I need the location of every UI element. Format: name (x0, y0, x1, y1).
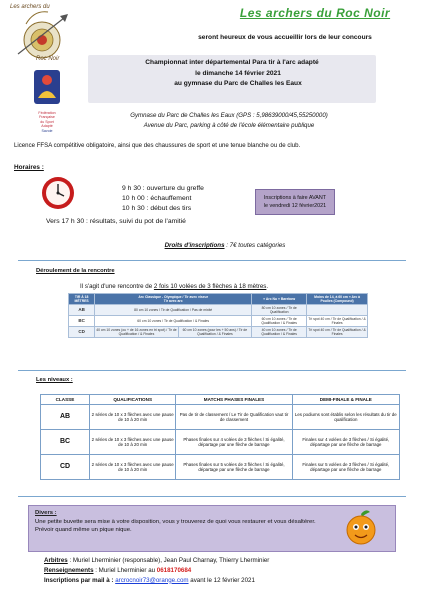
tagline: seront heureux de vous accueillir lors de leur concours (198, 34, 372, 41)
event-title: Championnat inter départemental Para tir à l'arc adapté (145, 59, 319, 66)
divers-line2: Prévoir quand même un pique nique. (35, 527, 132, 533)
divers-box (28, 505, 396, 552)
phone-link[interactable]: 0618170684 (156, 566, 192, 574)
table-row: AB 80 cm 10 zones / Tir de Qualification / Pas de mixité 80 cm 10 zones / Tir de Qualification (69, 305, 368, 316)
inscriptions-line: Inscriptions par mail à : arcrocnoir73@orange.com avant le 12 février 2021 (44, 576, 255, 584)
schedule-item: 9 h 30 : ouverture du greffe (122, 185, 204, 192)
ffsa-logo: Fédération Française du Sport Adapté Savoie (32, 68, 62, 144)
horaires-label: Horaires : (14, 164, 44, 171)
levels-table: CLASSE QUALIFICATIONS MATCHS PHASES FINALES DEMI-FINALE & FINALE AB 2 séries de 10 x 3 flèches avec une pause de 10 à 20 min Pas de tir de classement / Le Tir de Qualification vaut tir de classement Les podiums sont établis selon les résultats du tir de qualification BC 2 séries de 10 x 3 flèches avec une pause de 10 à 20 min Phases finales sur 4 volées de 3 flèches / Si égalité, départage par une flèche de barrage Finales sur 4 volées de 3 flèches / Si égalité, départage par une flèche de barrage CD 2 séries de 10 x 3 flèches avec une pause de 10 à 20 min Phases finales sur 5 volées de 3 flèches / Si égalité, départage par une flèche de barrage Finales sur 5 volées de 3 flèches / Si égalité, départage par une flèche de barrage (40, 394, 400, 480)
niveaux-label: Les niveaux : (36, 377, 73, 383)
droits-inscription: Droits d'inscriptions : 7€ toutes catégories (164, 242, 286, 249)
licence-note: Licence FFSA compétitive obligatoire, ainsi que des chaussures de sport et une tenue blanche ou de club. (14, 142, 301, 149)
arbitres-line: Arbitres : Muriel Lherminier (responsable), Jean Paul Charnay, Thierry Lherminier (44, 557, 270, 564)
divers-label: Divers : (35, 510, 57, 516)
divider (18, 370, 406, 371)
event-title-box (88, 55, 376, 103)
schedule-item: 10 h 00 : échauffement (122, 195, 192, 202)
clock-icon (40, 175, 76, 211)
inscriptions-deadline-box: Inscriptions à faire AVANT le vendredi 12 février2021 (255, 189, 335, 215)
divider (18, 260, 406, 261)
schedule-item-results: Vers 17 h 30 : résultats, suivi du pot de l'amitié (46, 218, 186, 225)
archer-target-icon (8, 4, 78, 64)
table-row: CD 2 séries de 10 x 3 flèches avec une pause de 10 à 20 min Phases finales sur 5 volées de 3 flèches / Si égalité, départage par une flèche de barrage Finales sur 5 volées de 3 flèches / Si égalité, départage par une flèche de barrage (41, 455, 400, 480)
venue-line1: Gymnase du Parc de Challes les Eaux (GPS : 5,98639000/45,55250000) (130, 112, 328, 119)
venue-line2: Avenue du Parc, parking à côté de l'école élémentaire publique (143, 122, 315, 129)
table-row: BC 60 cm 10 zones / Tir de Qualification / & Finales 60 cm 10 zones / Tir de Qualification / & Finales Tri spot 40 cm / Tir de Qualification / & Finales (69, 316, 368, 327)
ffsa-emblem-icon (32, 68, 62, 106)
divers-line1: Une petite buvette sera mise à votre disposition, vous y trouverez de quoi vous restaurer et vous désaltérer. (35, 518, 316, 525)
table-row: BC 2 séries de 10 x 3 flèches avec une pause de 10 à 20 min Phases finales sur 4 volées de 3 flèches / Si égalité, départage par une flèche de barrage Finales sur 4 volées de 3 flèches / Si égalité, départage par une flèche de barrage (41, 430, 400, 455)
schedule-item: 10 h 30 : début des tirs (122, 205, 192, 212)
event-place: au gymnase du Parc de Challes les Eaux (174, 80, 302, 87)
deroulement-sentence: Il s'agit d'une rencontre de 2 fois 10 volées de 3 flèches à 18 mètres. (80, 283, 269, 290)
club-title: Les archers du Roc Noir (239, 6, 391, 20)
shooting-table: TIR À 18 MÈTRES Arc Classique - Olympique / Tir avec viseur Tir avec arc « Arc Nu » Barebow Moins de 14, à 60 cm « Arc à Poulies (Compound) AB 80 cm 10 zones / Tir de Qualification / Pas de mixité 80 cm 10 zones / Tir de Qualification BC 60 cm 10 zones / Tir de Qualification / & Finales 60 cm 10 zones / Tir de Qualification / & Finales Tri spot 40 cm / Tir de Qualification / & Finales CD 40 cm 10 zones (ou + de 16 zones en tri spot) / Tir de Qualification / & Finales 60 cm 10 zones (pour les + 50 ans) / Tir de Qualification / & Finales 40 cm 10 zones / Tir de Qualification / & Finales Tri spot 40 cm / Tir de Qualification / & Finales (68, 293, 368, 338)
event-date: le dimanche 14 février 2021 (195, 69, 281, 77)
club-logo: Les archers du Roc Noir (8, 4, 78, 64)
deroulement-label: Déroulement de la rencontre (36, 268, 115, 274)
table-row: AB 2 séries de 10 x 3 flèches avec une pause de 10 à 20 min Pas de tir de classement / Le Tir de Qualification vaut tir de classement Les podiums sont établis selon les résultats du tir de qualification (41, 405, 400, 430)
renseignements-line: Renseignements : Muriel Lherminier au 0618170684 (44, 566, 192, 574)
divider (18, 496, 406, 497)
venue-info (84, 111, 374, 131)
footer-info (44, 556, 269, 585)
schedule-list (122, 184, 204, 214)
orange-mascot-icon (344, 508, 378, 548)
table-row: CD 40 cm 10 zones (ou + de 16 zones en tri spot) / Tir de Qualification / & Finales 60 cm 10 zones (pour les + 50 ans) / Tir de Qualification / & Finales 40 cm 10 zones / Tir de Qualification / & Finales Tri spot 40 cm / Tir de Qualification / & Finales (69, 327, 368, 338)
email-link[interactable]: arcrocnoir73@orange.com (115, 576, 189, 584)
